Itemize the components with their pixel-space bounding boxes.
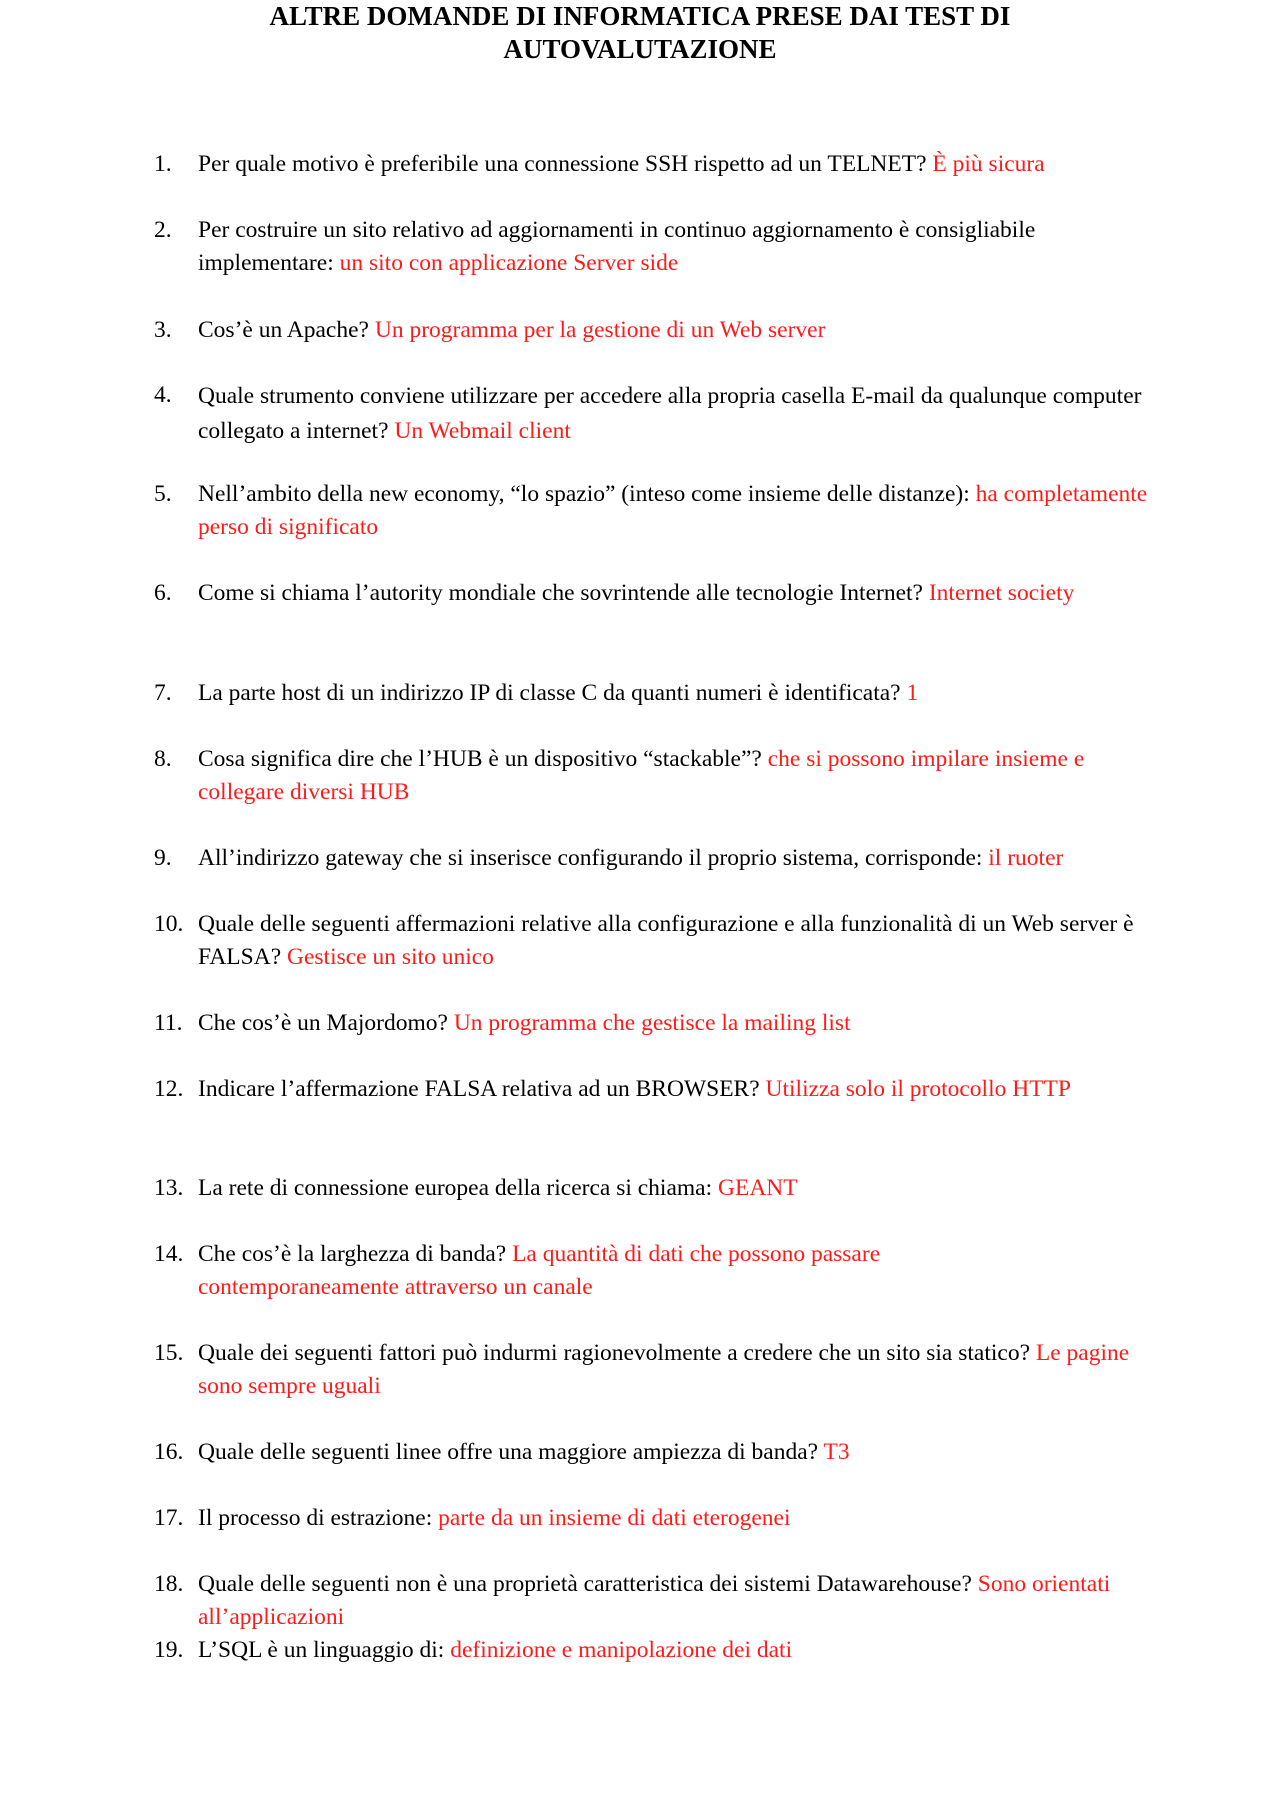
question-text bbox=[198, 1436, 1173, 1469]
question-prompt: Quale delle seguenti linee offre una maggiore ampiezza di banda? bbox=[198, 1439, 824, 1465]
page-title-line-2: AUTOVALUTAZIONE bbox=[503, 34, 777, 64]
question-number: 11. bbox=[154, 1010, 183, 1036]
answer-text: 1 bbox=[906, 680, 919, 706]
question-prompt: Che cos’è un Majordomo? bbox=[198, 1010, 454, 1036]
question-number: 17. bbox=[154, 1505, 184, 1531]
question-text bbox=[198, 1568, 1173, 1634]
answer-text: GEANT bbox=[718, 1175, 798, 1201]
question-prompt: Quale delle seguenti non è una proprietà caratteristica dei sistemi Datawarehouse? bbox=[198, 1571, 978, 1597]
question-text bbox=[198, 1073, 1173, 1106]
question-number: 8. bbox=[154, 746, 172, 772]
question-text bbox=[198, 1502, 1173, 1535]
question-number: 2. bbox=[154, 217, 172, 243]
question-text bbox=[198, 1634, 1173, 1667]
answer-text: definizione e manipolazione dei dati bbox=[450, 1637, 793, 1663]
question-prompt: Quale delle seguenti affermazioni relative alla configurazione e alla funzionalità di un Web server è FALSA? bbox=[198, 911, 1134, 970]
answer-text: che si possono impilare insieme e collegare diversi HUB bbox=[198, 746, 1085, 805]
question-number: 18. bbox=[154, 1571, 184, 1597]
question-number: 15. bbox=[154, 1340, 184, 1366]
question-text bbox=[198, 148, 1173, 181]
question-number: 19. bbox=[154, 1637, 184, 1663]
question-prompt: L’SQL è un linguaggio di: bbox=[198, 1637, 451, 1663]
question-prompt: Per costruire un sito relativo ad aggiornamenti in continuo aggiornamento è consigliabile implementare: bbox=[198, 217, 1036, 276]
question-prompt: La parte host di un indirizzo IP di classe C da quanti numeri è identificata? bbox=[198, 680, 907, 706]
question-prompt: Il processo di estrazione: bbox=[198, 1505, 439, 1531]
question-prompt: Cos’è un Apache? bbox=[198, 317, 375, 343]
question-text bbox=[198, 214, 1173, 280]
question-prompt: Che cos’è la larghezza di banda? bbox=[198, 1241, 513, 1267]
answer-text: È più sicura bbox=[932, 151, 1045, 177]
answer-text: Un Webmail client bbox=[394, 418, 571, 444]
question-number: 14. bbox=[154, 1241, 184, 1267]
question-prompt: Quale dei seguenti fattori può indurmi ragionevolmente a credere che un sito sia statico? bbox=[198, 1340, 1036, 1366]
question-text bbox=[198, 677, 1173, 710]
answer-text: Sono orientati all’applicazioni bbox=[198, 1571, 1111, 1630]
question-prompt: Quale strumento conviene utilizzare per accedere alla propria casella E-mail da qualunque computer collegato a internet? bbox=[198, 383, 1142, 444]
question-text bbox=[198, 379, 1173, 449]
answer-text: Gestisce un sito unico bbox=[287, 944, 494, 970]
answer-text: Le pagine sono sempre uguali bbox=[198, 1340, 1130, 1399]
question-text bbox=[198, 908, 1173, 974]
question-number: 10. bbox=[154, 911, 184, 937]
answer-text: Un programma che gestisce la mailing list bbox=[453, 1010, 851, 1036]
question-prompt: La rete di connessione europea della ricerca si chiama: bbox=[198, 1175, 719, 1201]
page-title-line-1: ALTRE DOMANDE DI INFORMATICA PRESE DAI TEST DI bbox=[269, 1, 1011, 31]
question-text bbox=[198, 577, 1173, 610]
answer-text: un sito con applicazione Server side bbox=[339, 250, 679, 276]
question-number: 1. bbox=[154, 151, 172, 177]
answer-text: ha completamente perso di significato bbox=[198, 481, 1148, 540]
question-text bbox=[198, 478, 1173, 544]
question-text bbox=[198, 1238, 998, 1304]
answer-text: il ruoter bbox=[988, 845, 1064, 871]
answer-text: Un programma per la gestione di un Web server bbox=[374, 317, 826, 343]
question-text bbox=[198, 314, 1173, 347]
question-prompt: Per quale motivo è preferibile una connessione SSH rispetto ad un TELNET? bbox=[198, 151, 933, 177]
answer-text: Internet society bbox=[928, 580, 1075, 606]
question-number: 6. bbox=[154, 580, 172, 606]
answer-text: T3 bbox=[823, 1439, 850, 1465]
question-prompt: All’indirizzo gateway che si inserisce configurando il proprio sistema, corrisponde: bbox=[198, 845, 989, 871]
question-number: 12. bbox=[154, 1076, 184, 1102]
question-number: 9. bbox=[154, 845, 172, 871]
answer-text: La quantità di dati che possono passare contemporaneamente attraverso un canale bbox=[198, 1241, 881, 1300]
question-text bbox=[198, 1172, 1173, 1205]
question-number: 16. bbox=[154, 1439, 184, 1465]
answer-text: parte da un insieme di dati eterogenei bbox=[438, 1505, 791, 1531]
question-prompt: Nell’ambito della new economy, “lo spazio” (inteso come insieme delle distanze): bbox=[198, 481, 976, 507]
question-text bbox=[198, 743, 1173, 809]
question-text bbox=[198, 1007, 1173, 1040]
question-text bbox=[198, 1337, 1173, 1403]
answer-text: Utilizza solo il protocollo HTTP bbox=[765, 1076, 1071, 1102]
question-prompt: Indicare l’affermazione FALSA relativa ad un BROWSER? bbox=[198, 1076, 766, 1102]
question-number: 5. bbox=[154, 481, 172, 507]
question-number: 13. bbox=[154, 1175, 184, 1201]
question-number: 4. bbox=[154, 382, 172, 408]
question-text bbox=[198, 842, 1173, 875]
question-number: 7. bbox=[154, 680, 172, 706]
question-number: 3. bbox=[154, 317, 172, 343]
question-prompt: Cosa significa dire che l’HUB è un dispositivo “stackable”? bbox=[198, 746, 768, 772]
question-prompt: Come si chiama l’autority mondiale che sovrintende alle tecnologie Internet? bbox=[198, 580, 929, 606]
